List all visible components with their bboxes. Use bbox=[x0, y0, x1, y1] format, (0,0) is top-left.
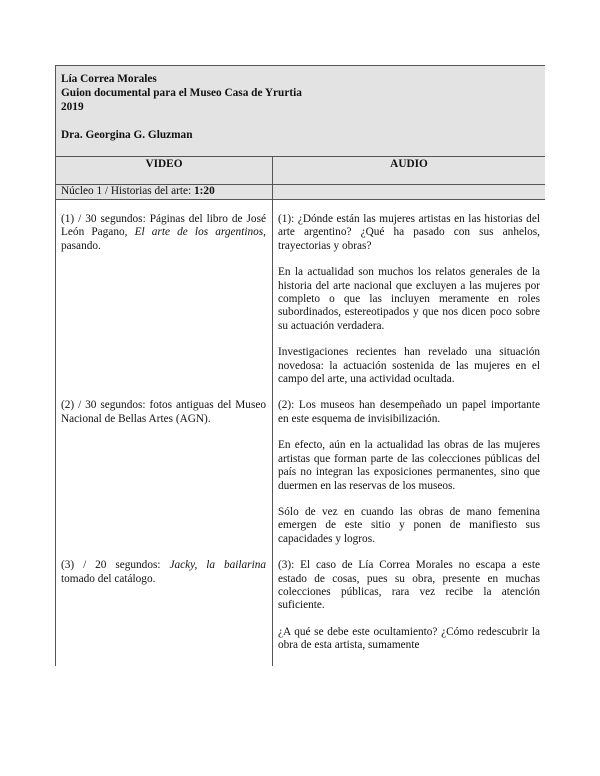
audio-paragraph: ¿A qué se debe este ocultamiento? ¿Cómo redescubrir la obra de esta artista, sumamente bbox=[278, 625, 540, 652]
audio-paragraph: En efecto, aún en la actualidad las obras de las mujeres artistas que forman parte de las colecciones públicas del país no integran las exposiciones permanentes, sino que duermen en las reservas de los museos. bbox=[278, 439, 540, 492]
segment-2-video: (2) / 30 segundos: fotos antiguas del Museo Nacional de Bellas Artes (AGN). bbox=[56, 399, 273, 559]
segment-1-video: (1) / 30 segundos: Páginas del libro de José León Pagano, El arte de los argentinos, pasando. bbox=[56, 213, 273, 399]
video-column-header: VIDEO bbox=[56, 157, 273, 185]
audio-paragraph: (2): Los museos han desempeñado un papel importante en este esquema de invisibilización. bbox=[278, 399, 540, 425]
document-credit: Dra. Georgina G. Gluzman bbox=[61, 129, 193, 141]
document-title: Guion documental para el Museo Casa de Yrurtia bbox=[61, 87, 302, 99]
author-name: Lía Correa Morales bbox=[61, 73, 157, 85]
audio-paragraph: (3): El caso de Lía Correa Morales no escapa a este estado de cosas, pues su obra, presente en muchas colecciones públicas, rara vez recibe la atención suficiente. bbox=[278, 559, 540, 612]
document-header bbox=[56, 66, 546, 157]
document-year: 2019 bbox=[61, 101, 84, 113]
script-page bbox=[55, 65, 545, 755]
audio-paragraph: Investigaciones recientes han revelado una situación novedosa: la actuación sostenida de las mujeres en el campo del arte, una actividad ocultada. bbox=[278, 346, 540, 386]
script-table bbox=[55, 65, 545, 666]
segment-3-video: (3) / 20 segundos: Jacky, la bailarina tomado del catálogo. bbox=[56, 559, 273, 665]
segment-3-audio bbox=[273, 559, 546, 665]
segment-2-audio bbox=[273, 399, 546, 559]
nucleo-duration: 1:20 bbox=[194, 185, 215, 197]
nucleo-title: Núcleo 1 / Historias del arte: bbox=[61, 185, 195, 197]
segment-1-audio bbox=[273, 213, 546, 399]
audio-paragraph: En la actualidad son muchos los relatos generales de la historia del arte nacional que excluyen a las mujeres por completo o que las incluyen meramente en roles subordinados, estereotipados y que nos dicen poco sobre su actuación verdadera. bbox=[278, 266, 540, 332]
nucleo-label bbox=[56, 185, 273, 200]
audio-paragraph: (1): ¿Dónde están las mujeres artistas en las historias del arte argentino? ¿Qué ha pasado con sus anhelos, trayectorias y obras? bbox=[278, 213, 540, 252]
nucleo-audio-cell bbox=[273, 185, 546, 200]
audio-column-header: AUDIO bbox=[273, 157, 546, 185]
audio-paragraph: Sólo de vez en cuando las obras de mano femenina emergen de este sitio y ponen de manifiesto sus capacidades y logros. bbox=[278, 505, 540, 545]
